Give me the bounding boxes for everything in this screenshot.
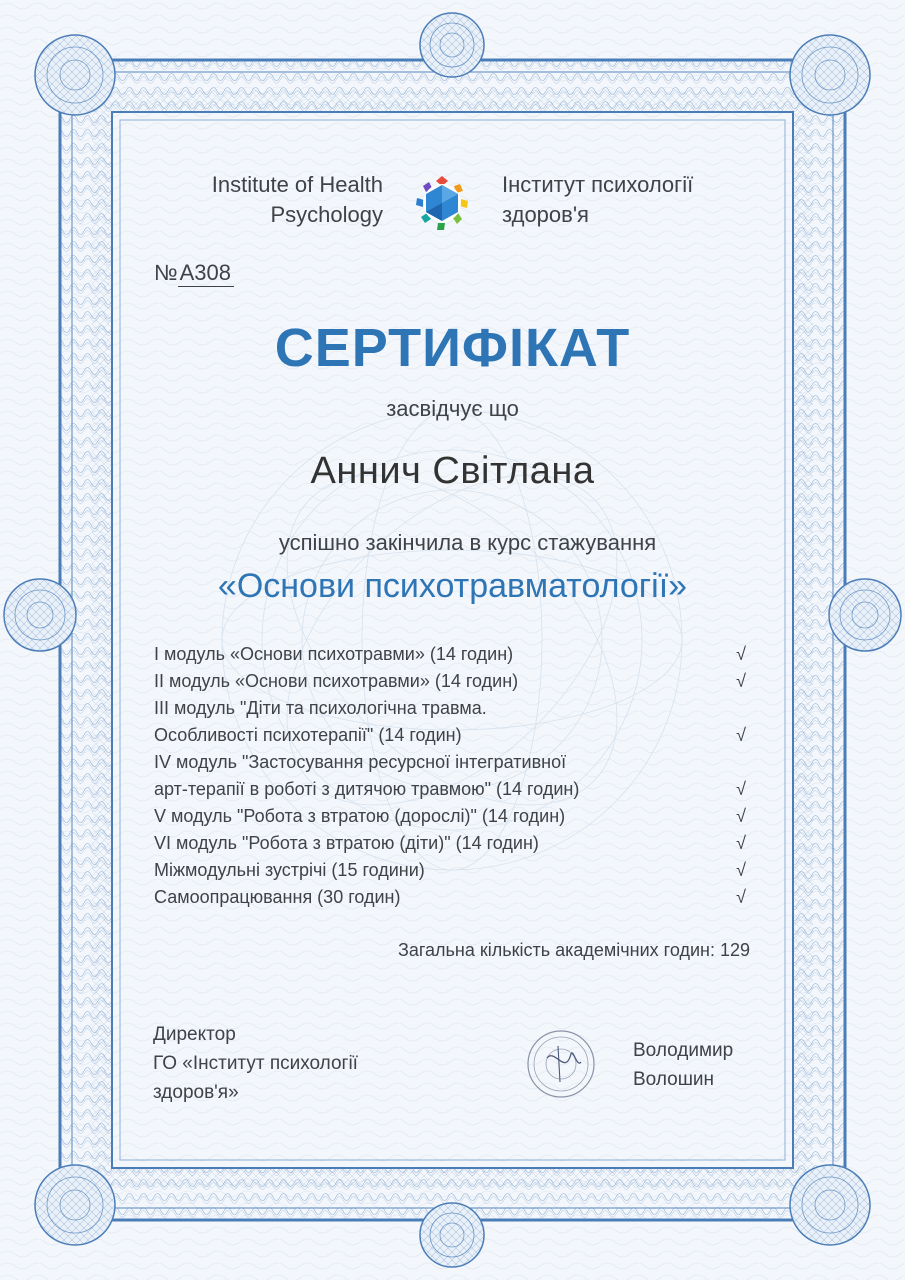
- check-mark-icon: √: [736, 671, 746, 691]
- director-line: Директор: [153, 1024, 236, 1045]
- check-mark-icon: √: [736, 806, 746, 826]
- director-line: ГО «Інститут психології: [153, 1053, 358, 1074]
- signer-line: Волошин: [633, 1069, 715, 1090]
- module-text: III модуль "Діти та психологічна травма.: [154, 698, 487, 718]
- module-item: [154, 884, 754, 911]
- number-value: А308: [178, 260, 234, 287]
- module-text: Самоопрацювання (30 годин): [154, 887, 401, 907]
- institute-name-ua: Інститут психології здоров'я: [502, 172, 694, 227]
- number-prefix: №: [154, 260, 178, 285]
- recipient-name: Аннич Світлана: [310, 450, 595, 492]
- module-text: VI модуль "Робота з втратою (діти)" (14 годин): [154, 833, 539, 853]
- module-text: I модуль «Основи психотравми» (14 годин): [154, 644, 514, 664]
- director-title: [153, 1020, 358, 1107]
- module-text: Особливості психотерапії" (14 годин): [154, 725, 462, 745]
- signer-line: Володимир: [633, 1040, 734, 1061]
- stamp-signature-icon: [525, 1028, 597, 1100]
- gear-brain-logo-icon: [411, 172, 473, 234]
- institute-name-en: Institute of Health Psychology: [211, 172, 383, 227]
- certifies-text: засвідчує що: [386, 396, 519, 421]
- check-mark-icon: √: [736, 887, 746, 907]
- module-text: V модуль "Робота з втратою (дорослі)" (14 годин): [154, 806, 566, 826]
- module-text: II модуль «Основи психотравми» (14 годин): [154, 671, 519, 691]
- module-item: [154, 668, 754, 695]
- certificate-number: [154, 260, 234, 286]
- check-mark-icon: √: [736, 725, 746, 745]
- module-text: IV модуль "Застосування ресурсної інтегративної: [154, 752, 567, 772]
- director-line: здоров'я»: [153, 1082, 239, 1103]
- module-text: Міжмодульні зустрічі (15 години): [154, 860, 425, 880]
- check-mark-icon: √: [736, 833, 746, 853]
- completion-text: успішно закінчила в курс стажування: [278, 530, 657, 555]
- module-text: арт-терапії в роботі з дитячою травмою" (14 годин): [154, 779, 580, 799]
- total-hours: Загальна кількість академічних годин: 129: [397, 940, 750, 960]
- module-list: [154, 641, 754, 911]
- module-item: [154, 749, 754, 803]
- signer-name: [633, 1036, 733, 1094]
- module-item: [154, 803, 754, 830]
- check-mark-icon: √: [736, 860, 746, 880]
- module-item: [154, 641, 754, 668]
- certificate-title: СЕРТИФІКАТ: [274, 318, 631, 378]
- course-title: «Основи психотравматології»: [217, 567, 688, 605]
- module-item: [154, 857, 754, 884]
- module-item: [154, 830, 754, 857]
- check-mark-icon: √: [736, 779, 746, 799]
- module-item: [154, 695, 754, 749]
- check-mark-icon: √: [736, 644, 746, 664]
